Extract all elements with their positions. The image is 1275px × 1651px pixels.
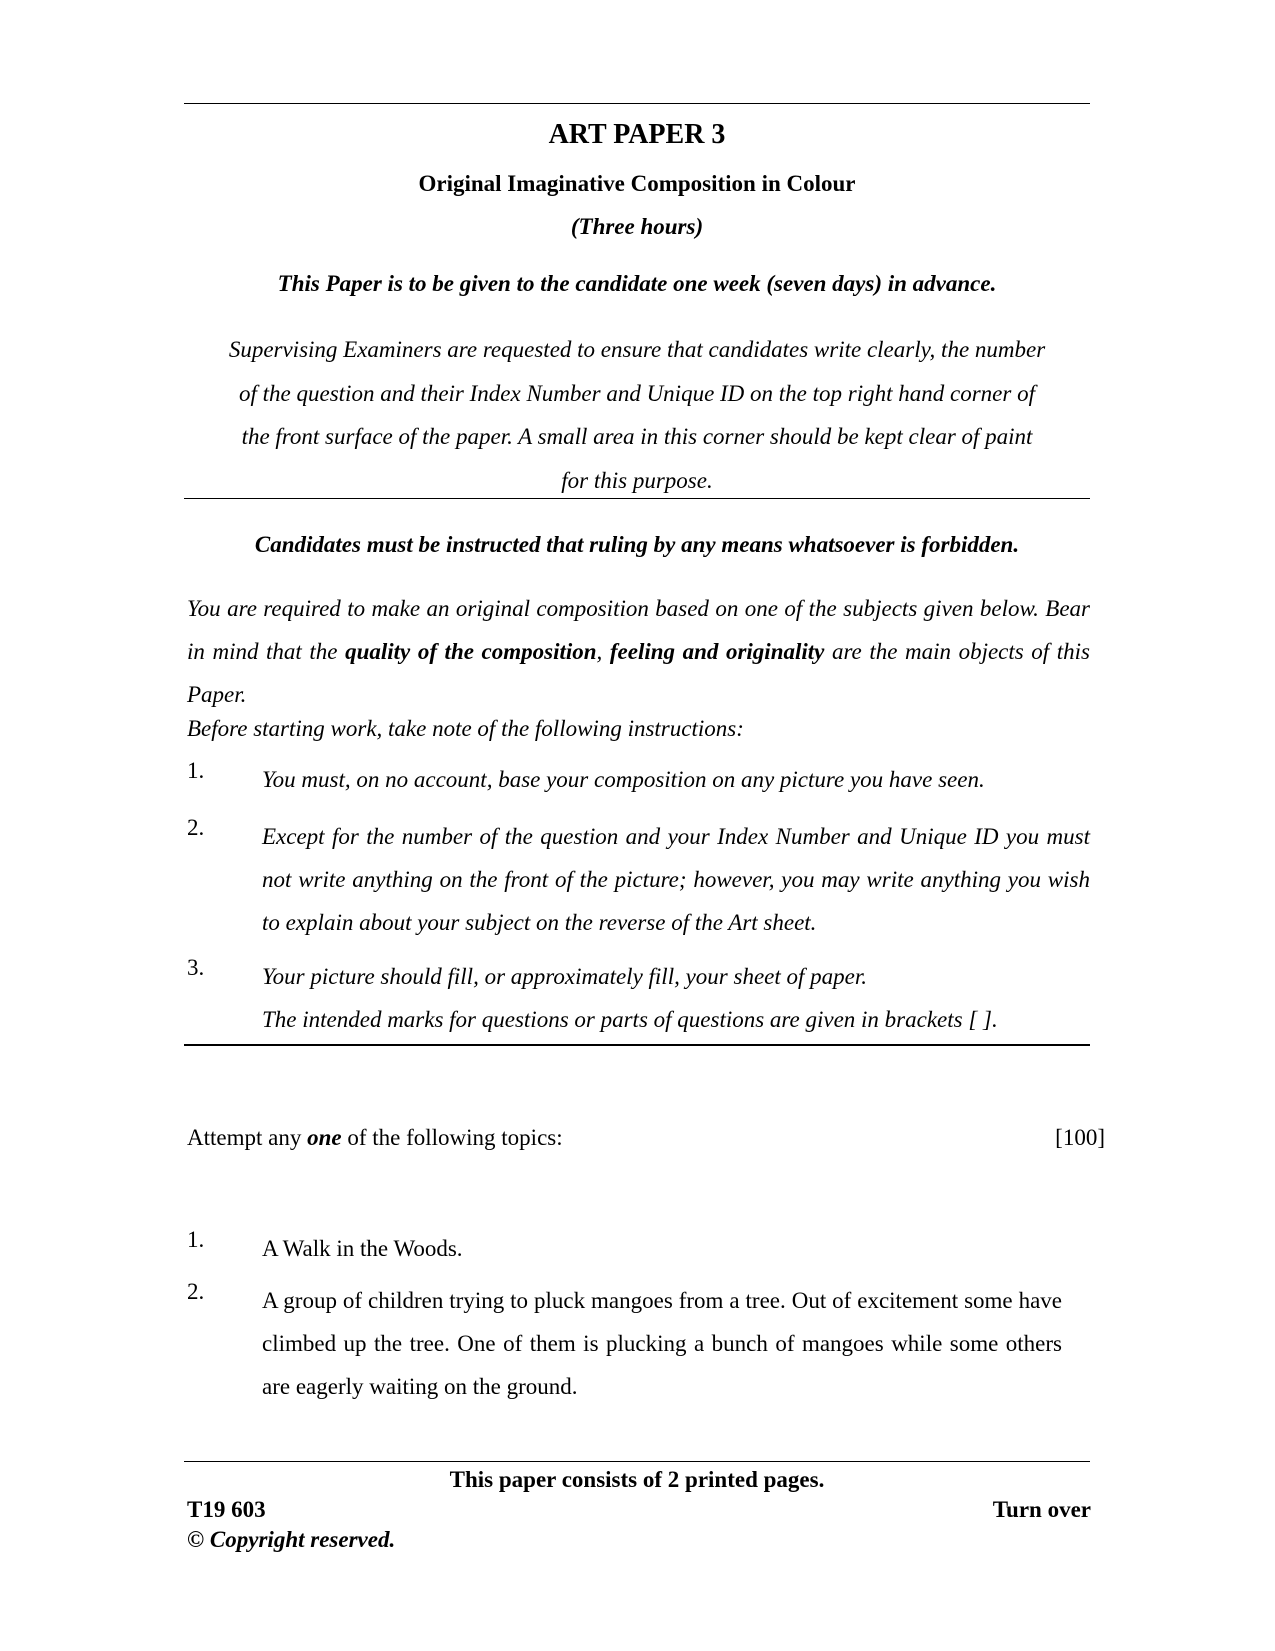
supervising-line: Supervising Examiners are requested to ensure that candidates write clearly, the number — [228, 337, 1046, 362]
instruction-text: Except for the number of the question and your Index Number and Unique ID you must not write anything on the front of the picture; however, you may write anything you wish to explain about your subject on the reverse of the Art sheet. — [262, 824, 1090, 935]
intro-paragraph — [187, 587, 1090, 716]
topic-text: A Walk in the Woods. — [262, 1236, 463, 1261]
intro-text: You are required to make an original composition based on one of the subjects given below. Bear in mind that the — [187, 596, 1090, 664]
footer-rule — [184, 1461, 1090, 1462]
instruction-text: You must, on no account, base your composition on any picture you have seen. — [262, 767, 985, 792]
intro-separator: , — [596, 639, 610, 664]
turn-over-label: Turn over — [992, 1497, 1091, 1522]
topic-number: 2. — [187, 1279, 205, 1304]
instruction-number: 2. — [187, 815, 205, 840]
intro-emphasis: feeling and originality — [609, 639, 825, 664]
page-count-note: This paper consists of 2 printed pages. — [449, 1467, 825, 1492]
supervising-note — [188, 328, 1086, 502]
instruction-text — [262, 955, 1090, 1041]
attempt-instruction — [187, 1125, 563, 1151]
marks-note: The intended marks for questions or parts of questions are given in brackets [ ]. — [262, 1007, 998, 1032]
paper-title: ART PAPER 3 — [548, 119, 726, 150]
advance-notice: This Paper is to be given to the candidate one week (seven days) in advance. — [277, 271, 997, 296]
supervising-line: for this purpose. — [561, 467, 713, 493]
intro-text: are the main objects of this Paper. — [187, 639, 1090, 707]
instruction-number: 1. — [187, 758, 205, 783]
paper-code: T19 603 — [187, 1497, 266, 1522]
instruction-line: Your picture should fill, or approximately fill, your sheet of paper. — [262, 964, 868, 989]
paper-duration: (Three hours) — [570, 214, 704, 239]
total-marks: [100] — [1055, 1125, 1105, 1150]
ruling-notice: Candidates must be instructed that ruling by any means whatsoever is forbidden. — [254, 532, 1020, 557]
section-rule — [184, 498, 1090, 499]
section-rule — [184, 1044, 1090, 1046]
topic-text: A group of children trying to pluck mangoes from a tree. Out of excitement some have climbed up the tree. One of them is plucking a bunch of mangoes while some others are eagerly waiting on the ground. — [262, 1288, 1062, 1399]
attempt-emphasis: one — [307, 1125, 342, 1150]
supervising-line: of the question and their Index Number and Unique ID on the top right hand corner of — [239, 380, 1035, 406]
attempt-text: of the following topics: — [341, 1125, 563, 1150]
before-note: Before starting work, take note of the following instructions: — [187, 716, 744, 741]
supervising-line: the front surface of the paper. A small area in this corner should be kept clear of paint — [241, 424, 1033, 449]
copyright-notice: © Copyright reserved. — [187, 1527, 396, 1552]
paper-subtitle: Original Imaginative Composition in Colour — [418, 171, 856, 196]
attempt-text: Attempt any — [187, 1125, 308, 1150]
intro-emphasis: quality of the composition — [345, 639, 597, 664]
instruction-number: 3. — [187, 955, 205, 980]
topic-number: 1. — [187, 1227, 205, 1252]
top-rule — [184, 103, 1090, 104]
